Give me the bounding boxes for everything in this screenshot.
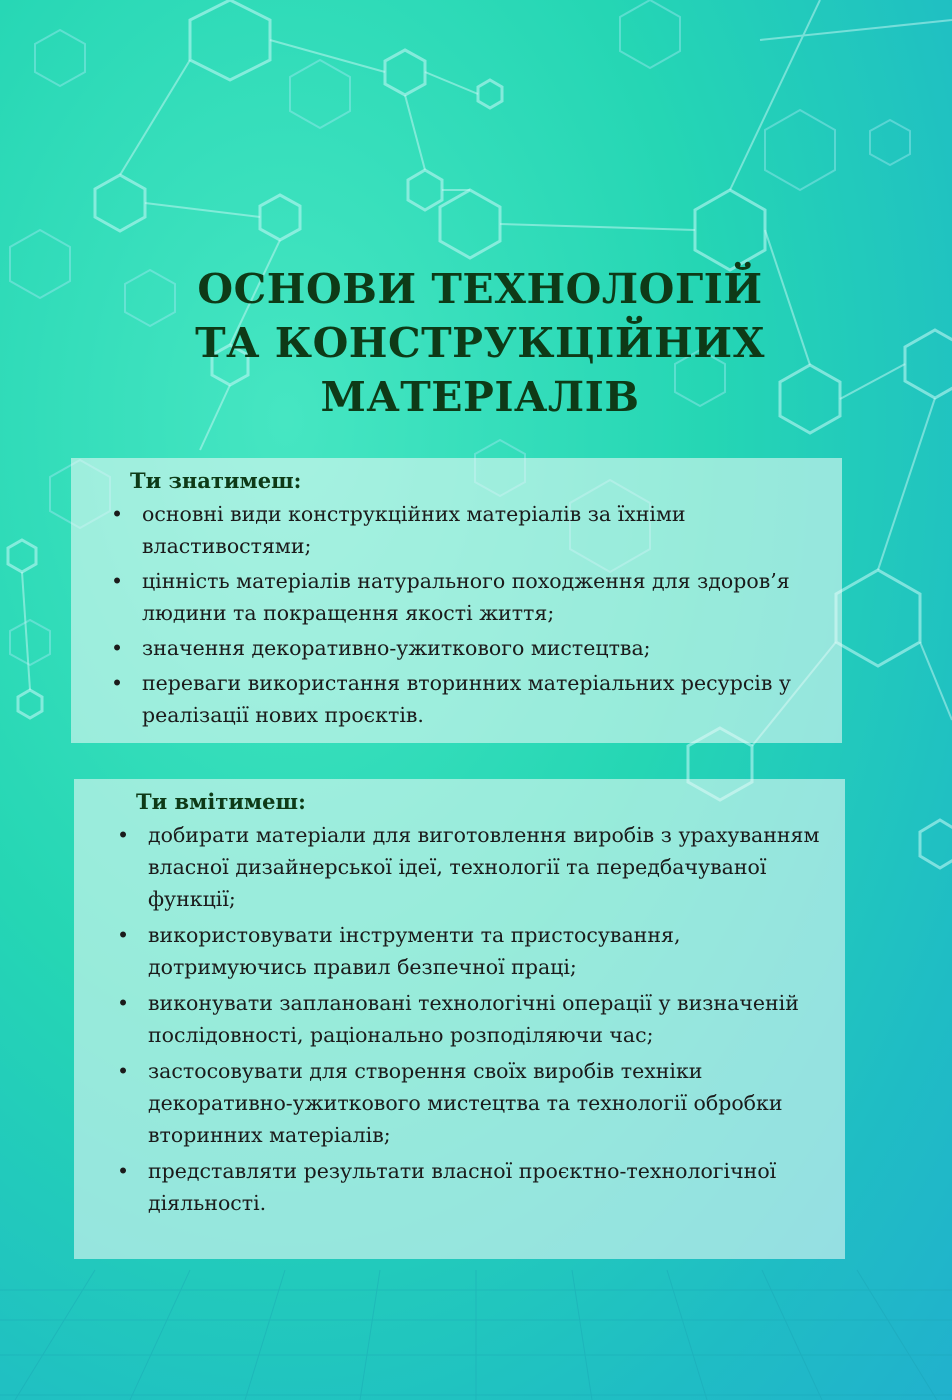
title-line-1: ОСНОВИ ТЕХНОЛОГІЙ <box>197 265 763 313</box>
title-line-2: ТА КОНСТРУКЦІЙНИХ <box>195 319 765 367</box>
skills-list <box>117 819 825 1219</box>
skills-item: • виконувати заплановані технологічні операції у визначеній послідовності, раціонально розподіляючи час; <box>117 987 825 1051</box>
knowledge-item: • цінність матеріалів натурального походження для здоров’я людини та покращення якості життя; <box>111 565 812 629</box>
skills-item: • використовувати інструменти та пристосування, дотримуючись правил безпечної праці; <box>117 919 825 983</box>
knowledge-item: • основні види конструкційних матеріалів за їхніми властивостями; <box>111 498 812 562</box>
skills-item: • представляти результати власної проєктно-технологічної діяльності. <box>117 1155 825 1219</box>
knowledge-list <box>111 498 812 731</box>
knowledge-heading: Ти знатимеш: <box>130 468 302 493</box>
knowledge-item: • значення декоративно-ужиткового мистецтва; <box>111 632 812 664</box>
skills-item: • застосовувати для створення своїх виробів техніки декоративно-ужиткового мистецтва та технології обробки вторинних матеріалів; <box>117 1055 825 1151</box>
title-line-3: МАТЕРІАЛІВ <box>320 373 640 421</box>
skills-panel <box>74 779 845 1259</box>
skills-item: • добирати матеріали для виготовлення виробів з урахуванням власної дизайнерської ідеї, технології та передбачуваної функції; <box>117 819 825 915</box>
knowledge-panel <box>71 458 842 743</box>
page-title <box>100 262 860 424</box>
skills-heading: Ти вмітимеш: <box>136 789 306 814</box>
knowledge-item: • переваги використання вторинних матеріальних ресурсів у реалізації нових проєктів. <box>111 667 812 731</box>
